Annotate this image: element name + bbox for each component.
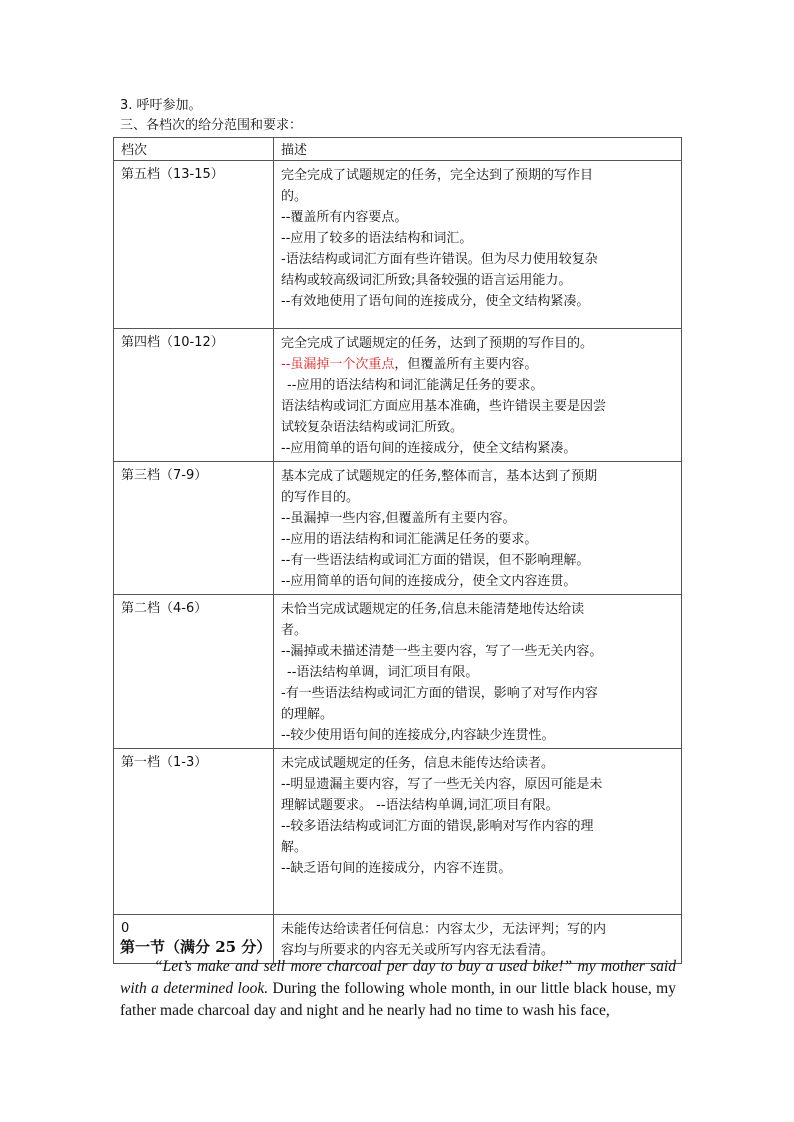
description-line <box>281 354 676 375</box>
description-cell <box>274 462 682 595</box>
header-level: 档次 <box>114 138 274 161</box>
description-line: 完全完成了试题规定的任务，达到了预期的写作目的。 <box>281 336 594 351</box>
grading-table <box>113 137 682 964</box>
description-line: --应用了较多的语法结构和词汇。 <box>281 231 473 246</box>
description-line: --漏掉或未描述清楚一些主要内容，写了一些无关内容。 <box>281 644 603 659</box>
description-line: 语法结构或词汇方面应用基本准确，些许错误主要是因尝 <box>281 399 607 414</box>
description-line: --较多语法结构或词汇方面的错误,影响对写作内容的理 <box>281 819 594 834</box>
description-line: --有效地使用了语句间的连接成分，使全文结构紧凑。 <box>281 294 590 309</box>
level-cell: 0 <box>114 915 274 964</box>
description-line: --明显遗漏主要内容，写了一些无关内容，原因可能是未 <box>281 777 603 792</box>
description-line: 理解试题要求。 --语法结构单调,词汇项目有限。 <box>281 798 559 813</box>
highlighted-text: --虽漏掉一个次重点 <box>281 357 395 372</box>
description-line: --缺乏语句间的连接成分，内容不连贯。 <box>281 861 512 876</box>
description-cell <box>274 749 682 915</box>
description-line: --应用简单的语句间的连接成分，使全文结构紧凑。 <box>281 441 577 456</box>
story-passage <box>120 956 676 1022</box>
level-cell: 第四档（10-12） <box>114 329 274 462</box>
level-cell: 第一档（1-3） <box>114 749 274 915</box>
description-line: -语法结构或词汇方面有些许错误。但为尽力使用较复杂 <box>281 252 598 267</box>
table-row <box>114 329 682 462</box>
level-cell: 第三档（7-9） <box>114 462 274 595</box>
description-line: --虽漏掉一些内容,但覆盖所有主要内容。 <box>281 511 516 526</box>
description-line: 完全完成了试题规定的任务，完全达到了预期的写作目 <box>281 168 594 183</box>
description-line: 的理解。 <box>281 707 334 722</box>
level-cell: 第五档（13-15） <box>114 161 274 329</box>
description-line: -有一些语法结构或词汇方面的错误，影响了对写作内容 <box>281 686 598 701</box>
section-title: 第一节（满分 25 分） <box>120 938 272 956</box>
description-cell <box>274 329 682 462</box>
description-line: 结构或较高级词汇所致;具备较强的语言运用能力。 <box>281 273 572 288</box>
description-line: 的。 <box>281 189 308 204</box>
intro-line: 3. 呼吁参加。 <box>120 98 202 113</box>
description-cell <box>274 161 682 329</box>
description-line: 容均与所要求的内容无关或所写内容无法看清。 <box>281 943 555 958</box>
passage-quote: “Let’s make and sell more charcoal per day to buy a used bike!” my mother said with a determined look. <box>120 958 676 997</box>
description-line: --有一些语法结构或词汇方面的错误，但不影响理解。 <box>281 553 590 568</box>
description-line: 基本完成了试题规定的任务,整体而言，基本达到了预期 <box>281 469 598 484</box>
table-row <box>114 462 682 595</box>
description-line: --较少使用语句间的连接成分,内容缺少连贯性。 <box>281 728 555 743</box>
description-cell <box>274 595 682 749</box>
table-header-row <box>114 138 682 161</box>
grading-heading: 三、各档次的给分范围和要求： <box>120 118 303 133</box>
description-line: --应用简单的语句间的连接成分，使全文内容连贯。 <box>281 574 577 589</box>
table-row <box>114 161 682 329</box>
description-line: 者。 <box>281 623 308 638</box>
description-line: 未完成试题规定的任务，信息未能传达给读者。 <box>281 756 555 771</box>
description-line: --语法结构单调，词汇项目有限。 <box>287 665 479 680</box>
description-line: 未恰当完成试题规定的任务,信息未能清楚地传达给读 <box>281 602 585 617</box>
table-row <box>114 595 682 749</box>
header-description: 描述 <box>274 138 682 161</box>
description-line: --应用的语法结构和词汇能满足任务的要求。 <box>287 378 544 393</box>
description-text: ，但覆盖所有主要内容。 <box>394 357 538 372</box>
level-cell: 第二档（4-6） <box>114 595 274 749</box>
description-line: 未能传达给读者任何信息：内容太少，无法评判；写的内 <box>281 922 607 937</box>
description-line: 解。 <box>281 840 308 855</box>
description-line: --覆盖所有内容要点。 <box>281 210 408 225</box>
description-line: --应用的语法结构和词汇能满足任务的要求。 <box>281 532 538 547</box>
description-line: 试较复杂语法结构或词汇所致。 <box>281 420 464 435</box>
passage-paragraph <box>120 956 676 1022</box>
description-line: 的写作目的。 <box>281 490 360 505</box>
passage-text: During the following whole month, in our little black house, my father made charcoal day and night and he nearly had no time to wash his face, <box>120 980 676 1019</box>
table-row <box>114 749 682 915</box>
